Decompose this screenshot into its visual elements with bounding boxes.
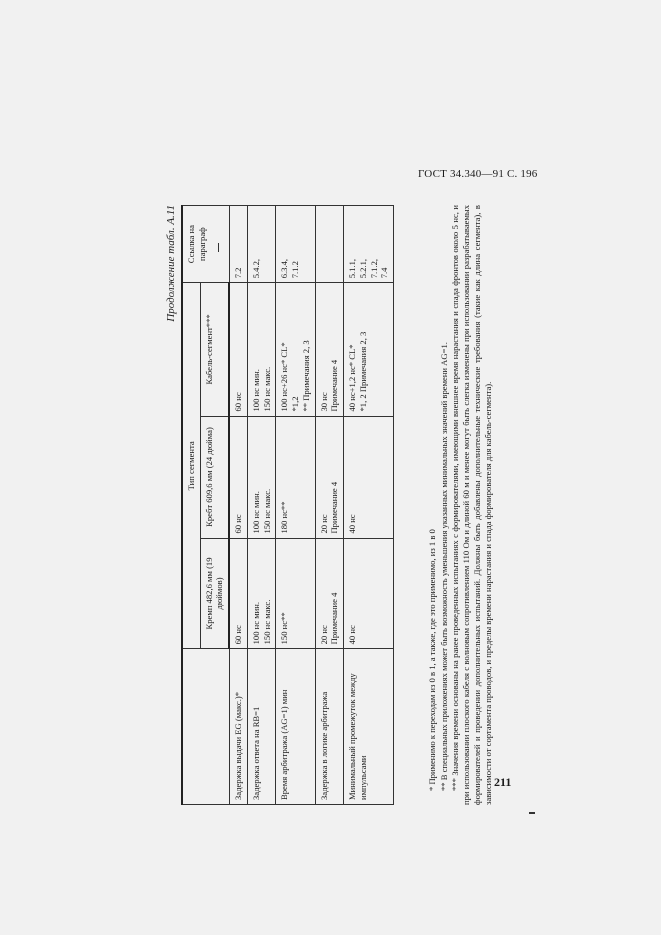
- row-param: Задержка ответа на RB=1: [247, 649, 275, 805]
- rotated-table-block: [165, 205, 525, 805]
- row-param: Задержка в логике арбитража: [315, 649, 343, 805]
- footnote: ** В специальных приложениях может быть возможность уменьшения указанных минимальных значений времени AG=1.: [438, 342, 449, 791]
- segment-type-header: Тип сегмента: [182, 283, 200, 649]
- table-row: [247, 206, 275, 805]
- cell-value: 100 нс мин. 150 нс макс.: [247, 283, 275, 416]
- cell-value: 40 нс+1,2 нс* CL* *1, 2 Примечания 2, 3: [344, 283, 394, 416]
- reference-header: Ссылка на параграф: [182, 206, 229, 283]
- table-row: [315, 206, 343, 805]
- spec-table: [181, 205, 394, 805]
- cell-value: 100 нс мин. 150 нс макс.: [247, 416, 275, 538]
- row-param: Минимальный промежуток между импульсами: [344, 649, 394, 805]
- standard-header: ГОСТ 34.340—91 С. 196: [418, 168, 538, 180]
- scan-dash: [529, 812, 535, 814]
- cell-value: 20 нс Примечание 4: [315, 416, 343, 538]
- table-continuation-caption: Продолжение табл. А.11: [165, 205, 177, 322]
- cell-value: 30 нс Примечание 4: [315, 283, 343, 416]
- footnote: * Применимо к переходам из 0 в 1, а также, где это применимо, из 1 в 0: [427, 529, 437, 791]
- cell-value: 60 нс: [229, 283, 247, 416]
- page-number: 211: [494, 775, 512, 789]
- cell-reference: 6.3.4, 7.1.2: [276, 206, 315, 283]
- cell-value: 40 нс: [344, 538, 394, 649]
- cell-reference: 7.2: [229, 206, 247, 283]
- cell-reference: 5.4.2,: [247, 206, 275, 283]
- row-param: Задержка выдачи EG (макс.)*: [229, 649, 247, 805]
- cell-value: 20 нс Примечание 4: [315, 538, 343, 649]
- footnotes: [427, 205, 494, 805]
- column-header-crate-482: Кремп 482,6 мм (19 дюймов): [200, 538, 229, 649]
- cell-reference: 5.1.1, 5.2.1, 7.1.2, 7.4: [344, 206, 394, 283]
- row-param: Время арбитража (AG=1) мин: [276, 649, 315, 805]
- cell-reference: [315, 206, 343, 283]
- cell-value: 60 нс: [229, 538, 247, 649]
- cell-value: 150 нс**: [276, 538, 315, 649]
- table-row: [229, 206, 247, 805]
- scan-mark: [218, 243, 219, 252]
- table-row: [276, 206, 315, 805]
- cell-value: 100 нс+26 нс* CL* *1,2 ** Примечания 2, 3: [276, 283, 315, 416]
- column-header-crate-609: Кребт 609,6 мм (24 дюйма): [200, 416, 229, 538]
- table-row: [344, 206, 394, 805]
- column-header-cable-segment: Кабель-сегмент***: [200, 283, 229, 416]
- param-header-cell: [182, 649, 229, 805]
- footnote: *** Значения времени основаны на ранее проведенных испытаниях с формирователями, имеющими внешнее время нарастания и спада фронтов около 5 нс, и при использовании плоского кабеля с волновым сопротивлением 110 Ом и длиной 60 м и менее могут быть слегка изменены при использовании разрабатываемых формирователей и проведении дополнительных испытаний. Должны быть добавлены дополнительные технические требования (такие как длина сегмента), в зависимости от сортамента проводов, и пределы времени нарастания и спада формирователя для кабель-сегмента).: [450, 205, 493, 805]
- cell-value: 100 нс мин. 150 нс макс.: [247, 538, 275, 649]
- cell-value: 60 нс: [229, 416, 247, 538]
- cell-value: 180 нс**: [276, 416, 315, 538]
- cell-value: 40 нс: [344, 416, 394, 538]
